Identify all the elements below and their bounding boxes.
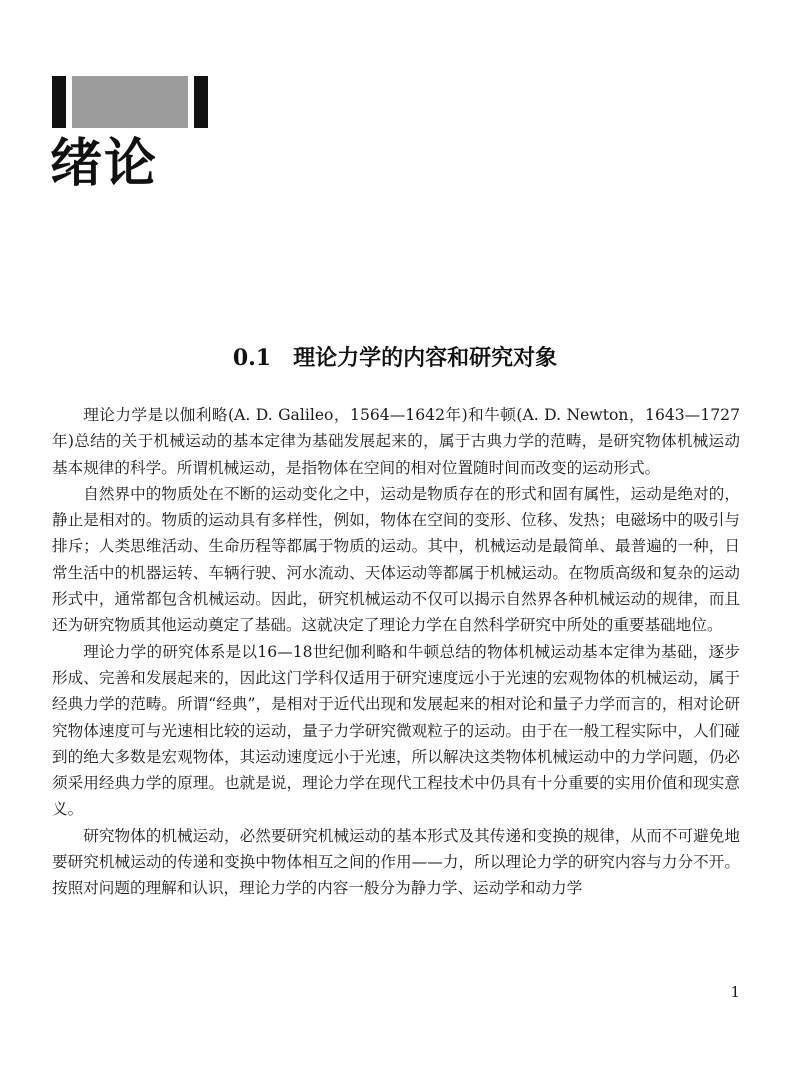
paragraph: 研究物体的机械运动，必然要研究机械运动的基本形式及其传递和变换的规律，从而不可避免地要研究机械运动的传递和变换中物体相互之间的作用——力，所以理论力学的研究内容与力分不开。按照对问题的理解和认识，理论力学的内容一般分为静力学、运动学和动力学 <box>52 826 740 898</box>
page-number: 1 <box>730 983 740 1001</box>
paragraph: 理论力学是以伽利略(A. D. Galileo，1564—1642年)和牛顿(A. D. Newton，1643—1727年)总结的关于机械运动的基本定律为基础发展起来的，属于古典力学的范畴，是研究物体机械运动基本规律的科学。所谓机械运动，是指物体在空间的相对位置随时间而改变的运动形式。 <box>52 406 740 477</box>
paragraph: 自然界中的物质处在不断的运动变化之中，运动是物质存在的形式和固有属性，运动是绝对的，静止是相对的。物质的运动具有多样性，例如，物体在空间的变形、位移、发热；电磁场中的吸引与排斥；人类思维活动、生命历程等都属于物质的运动。其中，机械运动是最简单、最普遍的一种，日常生活中的机器运转、车辆行驶、河水流动、天体运动等都属于机械运动。在物质高级和复杂的运动形式中，通常都包含机械运动。因此，研究机械运动不仅可以揭示自然界各种机械运动的规律，而且还为研究物质其他运动奠定了基础。这就决定了理论力学在自然科学研究中所处的重要基础地位。 <box>52 484 740 635</box>
decoration-bar-left <box>52 76 66 128</box>
section-heading <box>0 342 790 374</box>
decoration-bar-right <box>194 76 208 128</box>
section-number: 0.1 <box>232 345 272 371</box>
paragraph: 理论力学的研究体系是以16—18世纪伽利略和牛顿总结的物体机械运动基本定律为基础，逐步形成、完善和发展起来的，因此这门学科仅适用于研究速度远小于光速的宏观物体的机械运动，属于经典力学的范畴。所谓“经典”，是相对于近代出现和发展起来的相对论和量子力学而言的，相对论研究物体速度可与光速相比较的运动，量子力学研究微观粒子的运动。由于在一般工程实际中，人们碰到的绝大多数是宏观物体，其运动速度远小于光速，所以解决这类物体机械运动中的力学问题，仍必须采用经典力学的原理。也就是说，理论力学在现代工程技术中仍具有十分重要的实用价值和现实意义。 <box>52 642 740 819</box>
body-text <box>52 402 740 902</box>
section-title: 理论力学的内容和研究对象 <box>293 345 558 371</box>
chapter-title: 绪论 <box>50 134 159 194</box>
decoration-gray-block <box>72 76 188 128</box>
chapter-title-decoration <box>52 76 208 128</box>
